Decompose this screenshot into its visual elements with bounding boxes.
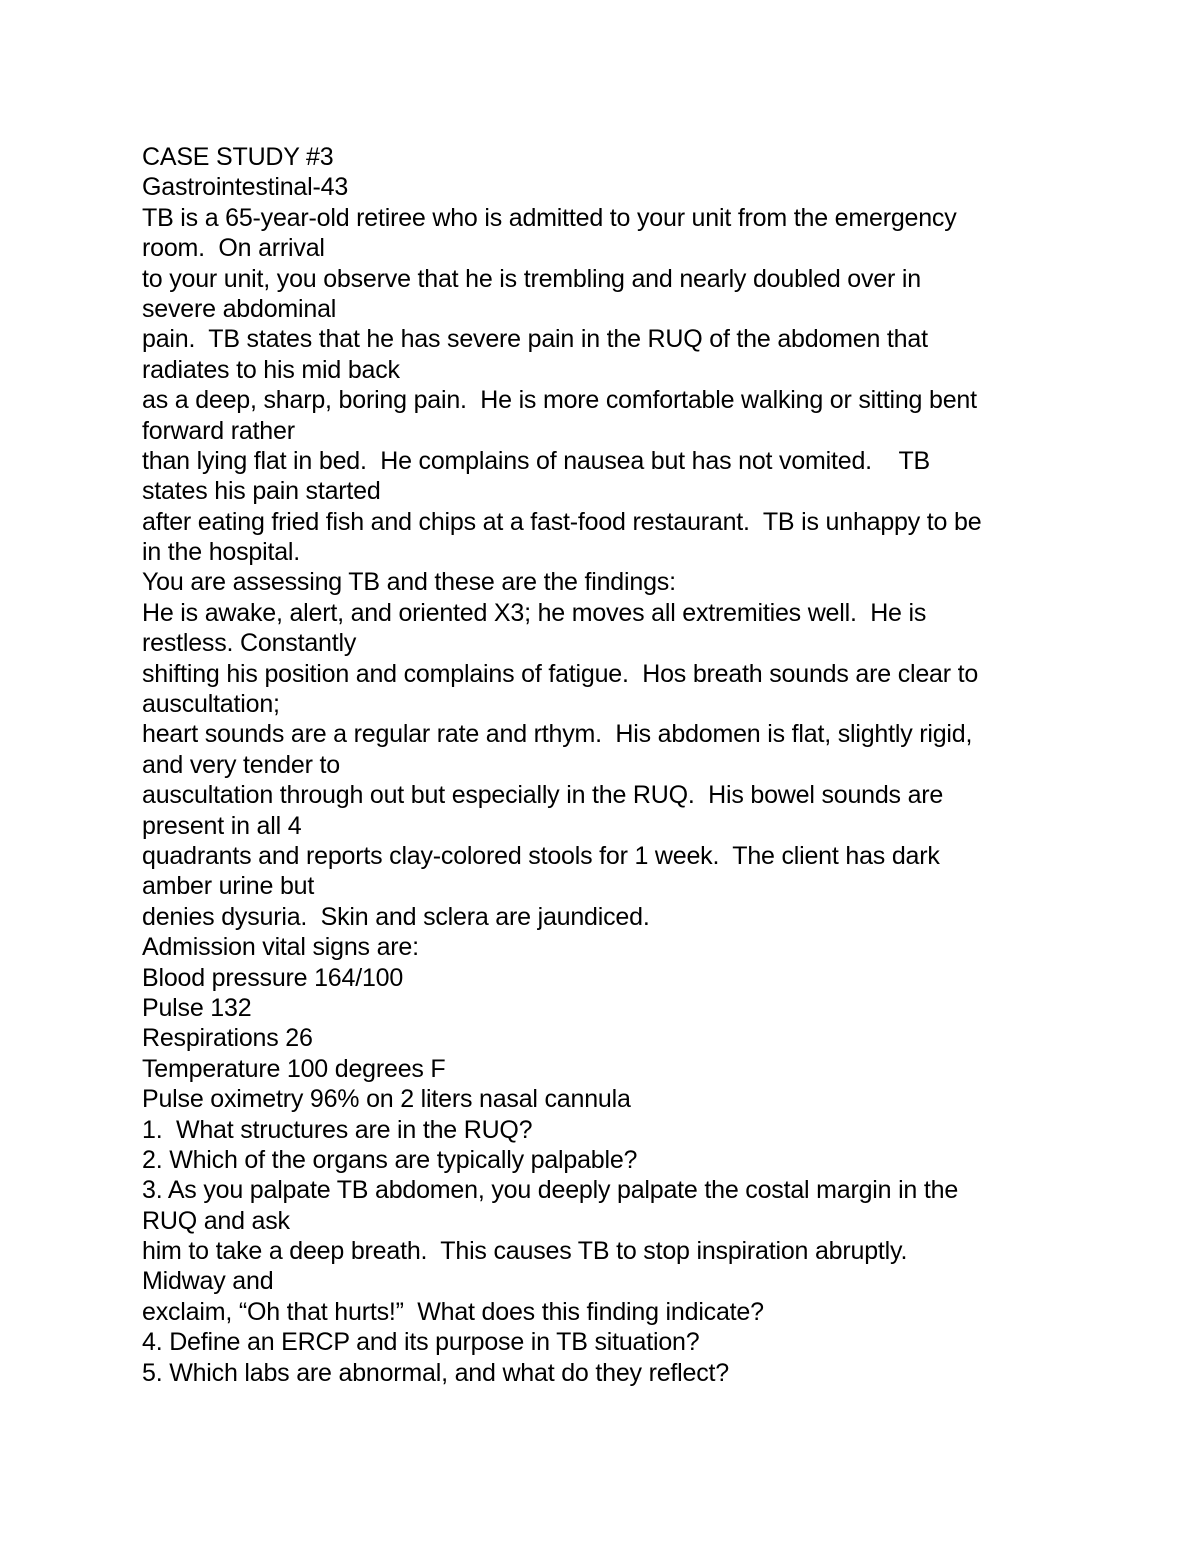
question-item: 4. Define an ERCP and its purpose in TB situation? <box>142 1328 700 1357</box>
text-line: radiates to his mid back <box>142 355 400 384</box>
text-line: forward rather <box>142 416 295 445</box>
text-line: auscultation through out but especially in the RUQ. His bowel sounds are <box>142 781 944 810</box>
question-item: 2. Which of the organs are typically palpable? <box>142 1145 638 1174</box>
document-title: CASE STUDY #3 <box>142 143 334 171</box>
text-line: to your unit, you observe that he is trembling and nearly doubled over in <box>142 264 921 293</box>
vital-sign-item: Pulse 132 <box>142 993 252 1022</box>
document-body <box>142 142 1092 1388</box>
text-line: after eating fried fish and chips at a fast-food restaurant. TB is unhappy to be <box>142 507 982 536</box>
question-item: RUQ and ask <box>142 1206 290 1235</box>
document-subtitle: Gastrointestinal-43 <box>142 173 349 202</box>
text-line: auscultation; <box>142 690 280 719</box>
question-item: 1. What structures are in the RUQ? <box>142 1115 533 1144</box>
text-line: heart sounds are a regular rate and rthym. His abdomen is flat, slightly rigid, <box>142 720 973 749</box>
text-line: quadrants and reports clay-colored stools for 1 week. The client has dark <box>142 841 940 870</box>
text-line: You are assessing TB and these are the findings: <box>142 568 676 597</box>
vital-sign-item: Pulse oximetry 96% on 2 liters nasal cannula <box>142 1085 631 1114</box>
text-line: TB is a 65-year-old retiree who is admitted to your unit from the emergency <box>142 203 957 232</box>
text-line: restless. Constantly <box>142 629 357 658</box>
question-item: him to take a deep breath. This causes TB to stop inspiration abruptly. <box>142 1237 908 1266</box>
text-line: severe abdominal <box>142 294 337 323</box>
text-line: denies dysuria. Skin and sclera are jaundiced. <box>142 902 650 931</box>
vital-sign-item: Blood pressure 164/100 <box>142 963 404 992</box>
text-line: pain. TB states that he has severe pain in the RUQ of the abdomen that <box>142 325 928 354</box>
question-item: exclaim, “Oh that hurts!” What does this finding indicate? <box>142 1297 764 1326</box>
question-item: Midway and <box>142 1267 274 1296</box>
text-line: than lying flat in bed. He complains of nausea but has not vomited. TB <box>142 446 930 475</box>
text-line: amber urine but <box>142 872 315 901</box>
question-item: 3. As you palpate TB abdomen, you deeply palpate the costal margin in the <box>142 1176 959 1205</box>
text-line: He is awake, alert, and oriented X3; he moves all extremities well. He is <box>142 598 927 627</box>
vital-sign-item: Temperature 100 degrees F <box>142 1054 446 1083</box>
text-line: present in all 4 <box>142 811 302 840</box>
text-line: as a deep, sharp, boring pain. He is more comfortable walking or sitting bent <box>142 386 977 415</box>
text-line: and very tender to <box>142 750 340 779</box>
text-line: in the hospital. <box>142 538 301 567</box>
text-line: room. On arrival <box>142 234 325 263</box>
vital-signs-heading: Admission vital signs are: <box>142 933 419 962</box>
vital-sign-item: Respirations 26 <box>142 1024 313 1053</box>
text-line: states his pain started <box>142 477 381 506</box>
question-item: 5. Which labs are abnormal, and what do they reflect? <box>142 1358 729 1387</box>
text-line: shifting his position and complains of fatigue. Hos breath sounds are clear to <box>142 659 979 688</box>
